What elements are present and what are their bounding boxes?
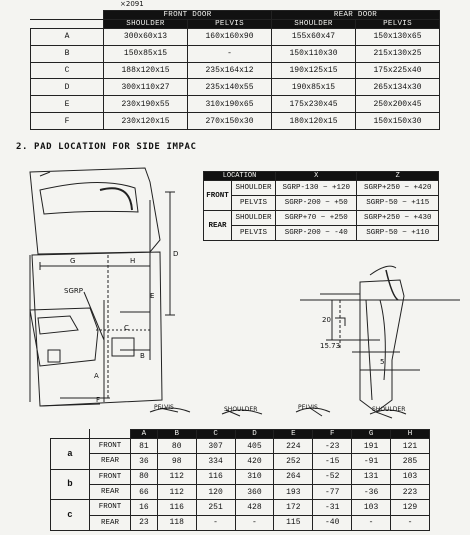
- col-front-pelvis: PELVIS: [188, 20, 272, 29]
- dimension-cell: 80: [157, 439, 196, 454]
- dimension-cell: -40: [313, 515, 352, 530]
- dimension-cell: 103: [352, 500, 391, 515]
- dimension-row: [51, 469, 430, 484]
- dimension-cell: 80: [131, 469, 158, 484]
- dimension-cell: 285: [391, 454, 430, 469]
- label-c: C: [124, 324, 129, 332]
- handwritten-note: ×2091: [120, 0, 144, 8]
- size-row-label: F: [31, 113, 104, 130]
- label-a: A: [94, 372, 99, 380]
- dimension-col-header: B: [157, 430, 196, 439]
- dimension-cell: 112: [157, 469, 196, 484]
- label-sgrp: SGRP: [64, 287, 83, 295]
- dimension-cell: 334: [196, 454, 235, 469]
- group-header-rear-door: REAR DOOR: [272, 11, 440, 20]
- location-group-label: FRONT: [204, 181, 232, 211]
- dimension-cell: -: [235, 515, 274, 530]
- location-cell-z: SGRP+250 ~ +420: [357, 181, 439, 196]
- dimension-row: [51, 515, 430, 530]
- dimension-cell: 23: [131, 515, 158, 530]
- dimension-cell: -77: [313, 484, 352, 499]
- dimension-cell: 16: [131, 500, 158, 515]
- size-cell: 300x110x27: [104, 79, 188, 96]
- location-table-header: [204, 172, 439, 181]
- dimension-col-header: G: [352, 430, 391, 439]
- dimension-col-header: A: [131, 430, 158, 439]
- col-x: X: [275, 172, 356, 181]
- dimension-cell: 223: [391, 484, 430, 499]
- col-front-shoulder: SHOULDER: [104, 20, 188, 29]
- dimension-cell: 36: [131, 454, 158, 469]
- size-cell: 235x164x12: [188, 62, 272, 79]
- dimension-table-corner: [51, 430, 90, 439]
- size-cell: 230x120x15: [104, 113, 188, 130]
- location-row: [204, 211, 439, 226]
- dimension-col-header: F: [313, 430, 352, 439]
- window-outline: [40, 182, 138, 214]
- location-cell-x: SGRP-200 ~ +50: [275, 196, 356, 211]
- dimension-sub-label: REAR: [90, 484, 131, 499]
- dimension-table-corner-2: [90, 430, 131, 439]
- location-row: [204, 196, 439, 211]
- size-row-label: A: [31, 29, 104, 46]
- dimension-cell: 81: [131, 439, 158, 454]
- dimension-cell: -: [352, 515, 391, 530]
- size-cell: 150x150x30: [356, 113, 440, 130]
- size-cell: 150x110x30: [272, 45, 356, 62]
- dimension-cell: 98: [157, 454, 196, 469]
- location-cell-part: PELVIS: [231, 196, 275, 211]
- label-h: H: [130, 257, 136, 265]
- dimension-cell: 251: [196, 500, 235, 515]
- dimension-cell: 172: [274, 500, 313, 515]
- location-cell-x: SGRP-200 ~ -40: [275, 226, 356, 241]
- dimension-cell: 191: [352, 439, 391, 454]
- dimension-cell: 129: [391, 500, 430, 515]
- size-cell: 155x60x47: [272, 29, 356, 46]
- label-e: E: [150, 292, 155, 300]
- dimension-cell: 307: [196, 439, 235, 454]
- pad-label-shoulder-2: SHOULDER: [372, 406, 406, 413]
- location-cell-part: SHOULDER: [231, 211, 275, 226]
- location-cell-part: PELVIS: [231, 226, 275, 241]
- pad-label-shoulder-1: SHOULDER: [224, 406, 258, 413]
- dimension-cell: 118: [157, 515, 196, 530]
- section-title: 2. PAD LOCATION FOR SIDE IMPAC: [16, 142, 197, 152]
- dimension-sub-label: REAR: [90, 454, 131, 469]
- size-cell: 215x130x25: [356, 45, 440, 62]
- dim-5: 5: [380, 358, 385, 366]
- dimension-cell: 264: [274, 469, 313, 484]
- dimension-cell: -: [196, 515, 235, 530]
- dimension-cell: -36: [352, 484, 391, 499]
- location-cell-x: SGRP+70 ~ +250: [275, 211, 356, 226]
- dimension-cell: 112: [157, 484, 196, 499]
- dimension-cell: 360: [235, 484, 274, 499]
- size-cell: 270x150x30: [188, 113, 272, 130]
- dimension-cell: -15: [313, 454, 352, 469]
- dimension-cell: 224: [274, 439, 313, 454]
- size-cell: 180x120x15: [272, 113, 356, 130]
- location-cell-z: SGRP+250 ~ +430: [357, 211, 439, 226]
- size-cell: 160x160x90: [188, 29, 272, 46]
- label-b: B: [140, 352, 145, 360]
- pad-label-pelvis-1: PELVIS: [154, 404, 174, 411]
- dimension-row: [51, 484, 430, 499]
- dimension-group-label: a: [51, 439, 90, 470]
- col-rear-shoulder: SHOULDER: [272, 20, 356, 29]
- dim-15-73: 15.73: [320, 342, 341, 350]
- dimension-cell: 115: [274, 515, 313, 530]
- dimension-row: [51, 454, 430, 469]
- size-cell: 230x190x55: [104, 96, 188, 113]
- dimension-cell: 103: [391, 469, 430, 484]
- dimension-cell: 131: [352, 469, 391, 484]
- location-row: [204, 181, 439, 196]
- dimension-table-header: [51, 430, 430, 439]
- size-cell: 265x134x30: [356, 79, 440, 96]
- dimension-cell: -31: [313, 500, 352, 515]
- size-cell: 150x85x15: [104, 45, 188, 62]
- dimension-cell: 310: [235, 469, 274, 484]
- size-cell: 250x200x45: [356, 96, 440, 113]
- dimension-cell: 405: [235, 439, 274, 454]
- dimension-col-header: D: [235, 430, 274, 439]
- pad-location-table: [203, 171, 439, 241]
- label-d: D: [173, 250, 179, 258]
- label-f: F: [96, 396, 101, 404]
- pad-dimension-table: [50, 429, 430, 531]
- location-cell-z: SGRP-50 ~ +115: [357, 196, 439, 211]
- dimension-group-label: b: [51, 469, 90, 500]
- dimension-col-header: H: [391, 430, 430, 439]
- size-cell: 150x130x65: [356, 29, 440, 46]
- col-z: Z: [357, 172, 439, 181]
- group-header-front-door: FRONT DOOR: [104, 11, 272, 20]
- dimension-cell: -23: [313, 439, 352, 454]
- size-row-label: D: [31, 79, 104, 96]
- dimension-cell: -: [391, 515, 430, 530]
- door-panel-outline: [32, 252, 162, 406]
- location-group-label: REAR: [204, 211, 232, 241]
- col-rear-pelvis: PELVIS: [356, 20, 440, 29]
- dimension-sub-label: FRONT: [90, 500, 131, 515]
- location-cell-z: SGRP-50 ~ +110: [357, 226, 439, 241]
- location-cell-x: SGRP-130 ~ +120: [275, 181, 356, 196]
- dimension-sub-label: FRONT: [90, 439, 131, 454]
- dimension-cell: 428: [235, 500, 274, 515]
- size-cell: -: [188, 45, 272, 62]
- pad-label-pelvis-2: PELVIS: [298, 404, 318, 411]
- size-cell: 235x140x55: [188, 79, 272, 96]
- dimension-cell: 120: [196, 484, 235, 499]
- dimension-row: [51, 500, 430, 515]
- dimension-cell: -52: [313, 469, 352, 484]
- location-cell-part: SHOULDER: [231, 181, 275, 196]
- size-cell: 310x190x65: [188, 96, 272, 113]
- dimension-cell: 193: [274, 484, 313, 499]
- dimension-cell: 121: [391, 439, 430, 454]
- dimension-cell: 116: [196, 469, 235, 484]
- size-cell: 175x230x45: [272, 96, 356, 113]
- size-cell: 190x125x15: [272, 62, 356, 79]
- dimension-cell: 66: [131, 484, 158, 499]
- dimension-sub-label: FRONT: [90, 469, 131, 484]
- col-location: LOCATION: [204, 172, 276, 181]
- size-cell: 188x120x15: [104, 62, 188, 79]
- dimension-cell: 252: [274, 454, 313, 469]
- dimension-col-header: C: [196, 430, 235, 439]
- dimension-cell: 116: [157, 500, 196, 515]
- dimension-row: [51, 439, 430, 454]
- size-cell: 300x60x13: [104, 29, 188, 46]
- dim-20: 20: [322, 316, 331, 324]
- size-row-label: C: [31, 62, 104, 79]
- dimension-cell: 420: [235, 454, 274, 469]
- size-row-label: E: [31, 96, 104, 113]
- label-g: G: [70, 257, 76, 265]
- location-row: [204, 226, 439, 241]
- size-row-label: B: [31, 45, 104, 62]
- dimension-col-header: E: [274, 430, 313, 439]
- dimension-sub-label: REAR: [90, 515, 131, 530]
- dimension-cell: -91: [352, 454, 391, 469]
- size-cell: 190x85x15: [272, 79, 356, 96]
- dimension-group-label: c: [51, 500, 90, 531]
- size-cell: 175x225x40: [356, 62, 440, 79]
